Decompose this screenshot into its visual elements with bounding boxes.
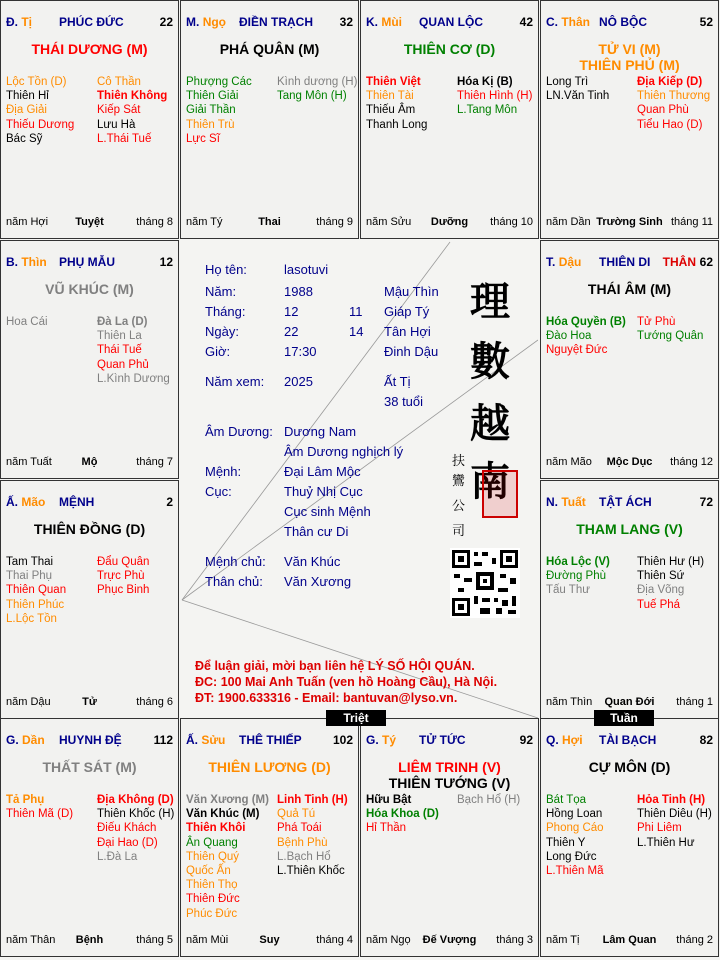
palace-mui — [360, 0, 539, 239]
star-item: Đại Hao (D) — [97, 836, 158, 849]
value-hour: 17:30 — [284, 344, 317, 359]
star-item: Tuế Phá — [637, 598, 681, 611]
main-star-label: THIÊN CƠ (D) — [403, 41, 496, 57]
star-item: Hữu Bật — [366, 794, 412, 806]
star-item: Thiên Hư (H) — [637, 556, 705, 568]
palace-header — [1, 1, 178, 29]
label-day: Ngày: — [205, 324, 239, 339]
main-star — [541, 281, 718, 297]
palace-header — [1, 481, 178, 509]
palace-number: 12 — [159, 255, 173, 269]
star-item: Thiên Khôi — [186, 822, 246, 835]
calligraphy-char: 理 — [470, 278, 510, 325]
star-item: Hóa Lộc (V) — [546, 556, 610, 568]
star-item: Thiên Quý — [186, 850, 240, 863]
palace-branch: M. Ngọ — [186, 15, 227, 29]
palace-branch: Ấ. Mão — [6, 495, 46, 509]
value-view-year: 2025 — [284, 374, 313, 389]
palace-month: tháng 6 — [136, 696, 173, 708]
star-item: Địa Kiếp (D) — [637, 76, 703, 88]
seal-text-char: 扶 — [452, 454, 466, 469]
palace-stage: Mộ — [81, 456, 98, 468]
star-list-left — [6, 75, 94, 146]
star-item: Bát Tọa — [546, 794, 587, 806]
star-item: Kình dương (H) — [277, 76, 358, 88]
palace-branch: C. Thân — [546, 15, 591, 29]
value-than-cu: Thân cư Di — [284, 524, 349, 539]
palace-stage: Đế Vượng — [422, 934, 477, 946]
star-list-left — [366, 75, 454, 132]
star-item: L.Bạch Hổ — [277, 850, 331, 863]
star-item: Địa Không (D) — [97, 794, 174, 806]
palace-number: 102 — [332, 733, 353, 747]
palace-year: năm Dần — [546, 216, 591, 228]
palace-month: tháng 2 — [676, 934, 713, 946]
palace-footer — [1, 456, 178, 470]
palace-branch: G. Dần — [6, 733, 45, 747]
palace-footer — [361, 216, 538, 230]
star-list-left — [546, 75, 634, 103]
star-item: Quả Tú — [277, 808, 316, 821]
value-menh-chu: Văn Khúc — [284, 554, 341, 569]
star-item: Bệnh Phù — [277, 836, 328, 849]
palace-stage: Tử — [82, 696, 97, 708]
star-item: Phong Cáo — [546, 822, 604, 835]
value-year-canchi: Mậu Thìn — [384, 284, 439, 299]
palace-than — [540, 0, 719, 239]
star-item: Thiên Giải — [186, 90, 239, 103]
contact-line-3: ĐT: 1900.633316 - Email: bantuvan@lyso.vn. — [195, 691, 458, 705]
palace-branch: Đ. Tị — [6, 15, 33, 29]
star-item: Thiên Việt — [366, 76, 421, 88]
palace-month: tháng 11 — [670, 216, 713, 228]
palace-footer — [541, 696, 718, 710]
palace-year: năm Mão — [546, 456, 592, 468]
star-item: Cô Thần — [97, 76, 141, 88]
palace-year: năm Tị — [546, 934, 580, 946]
tuan-marker: Tuần — [594, 710, 654, 726]
star-list-left — [186, 793, 274, 921]
palace-name: HUYNH ĐỆ — [59, 733, 122, 747]
star-item: Đẩu Quân — [97, 556, 150, 568]
palace-name: PHỤ MẪU — [59, 255, 115, 269]
palace-stage: Quan Đới — [604, 696, 655, 708]
star-item: Điếu Khách — [97, 822, 157, 835]
value-month-lunar: 11 — [349, 304, 363, 319]
palace-name: TÀI BẠCH — [599, 733, 657, 747]
star-item: Hóa Quyền (B) — [546, 316, 626, 328]
star-item: Phá Toái — [277, 822, 322, 835]
main-star-label: VŨ KHÚC (M) — [45, 281, 134, 297]
star-list-right — [637, 555, 719, 612]
label-than-chu: Thân chủ: — [205, 574, 263, 589]
star-item: Tam Thai — [6, 556, 54, 568]
palace-header — [541, 481, 718, 509]
star-item: Phục Binh — [97, 584, 150, 597]
label-cuc: Cục: — [205, 484, 232, 499]
star-item: Quốc Ấn — [186, 865, 231, 878]
main-star — [181, 41, 358, 57]
palace-header — [1, 241, 178, 269]
star-item: Thái Tuế — [97, 344, 142, 357]
palace-ngo — [180, 0, 359, 239]
star-item: Thiên Diêu (H) — [637, 808, 712, 821]
star-item: Đào Hoa — [546, 330, 592, 343]
palace-year: năm Sửu — [366, 216, 412, 228]
star-item: Thiên Hình (H) — [457, 90, 533, 103]
star-item: L.Lộc Tồn — [6, 612, 57, 625]
star-item: L.Tang Môn — [457, 104, 518, 117]
star-item: Đà La (D) — [97, 316, 148, 328]
star-list-right — [637, 793, 719, 850]
main-star — [361, 41, 538, 57]
main-star-label: PHÁ QUÂN (M) — [219, 41, 320, 57]
star-item: Nguyệt Đức — [546, 344, 608, 357]
palace-header — [181, 1, 358, 29]
palace-thin — [0, 240, 179, 479]
palace-name: TẬT ÁCH — [599, 495, 652, 509]
label-menh: Mệnh: — [205, 464, 242, 479]
seal-text-char: 公 — [452, 499, 466, 514]
star-item: Bạch Hổ (H) — [457, 794, 521, 806]
star-item: Thai Phụ — [6, 570, 53, 583]
star-item: Kiếp Sát — [97, 104, 141, 117]
star-item: Hồng Loan — [546, 808, 603, 821]
star-list-right — [97, 555, 179, 598]
label-year: Năm: — [205, 284, 237, 299]
main-star-label: TỬ VI (M) — [598, 41, 661, 57]
star-item: Thiếu Dương — [6, 118, 75, 131]
star-item: L.Đà La — [97, 850, 138, 863]
palace-month: tháng 10 — [490, 216, 533, 228]
star-item: Thiên Sứ — [637, 570, 685, 583]
main-star — [361, 759, 538, 791]
main-star — [1, 281, 178, 297]
palace-footer — [181, 934, 358, 948]
star-item: Phúc Đức — [186, 907, 238, 920]
star-item: Thiên Thương — [637, 90, 711, 103]
palace-ty — [360, 718, 539, 957]
palace-number: 22 — [159, 15, 173, 29]
star-item: Thiếu Âm — [366, 104, 416, 117]
value-year: 1988 — [284, 284, 313, 299]
star-item: Lưu Hà — [97, 118, 136, 131]
calligraphy-char: 南 — [470, 458, 510, 505]
star-item: LN.Văn Tinh — [546, 90, 610, 103]
star-item: Hoa Cái — [6, 316, 48, 328]
contact-line-1: Để luận giải, mời bạn liên hệ LÝ SỐ HỘI QUÁN. — [195, 659, 475, 673]
star-item: Thiên Đức — [186, 893, 240, 906]
star-list-right — [637, 75, 719, 132]
palace-number: 92 — [519, 733, 533, 747]
star-item: L.Thiên Mã — [546, 865, 604, 878]
main-star — [1, 41, 178, 57]
label-month: Tháng: — [205, 304, 246, 319]
main-star — [541, 521, 718, 537]
star-item: L.Kình Dương — [97, 372, 170, 385]
palace-dan — [0, 718, 179, 957]
main-star-label: LIÊM TRINH (V) — [398, 759, 501, 775]
main-star-label: THIÊN PHỦ (M) — [579, 57, 680, 73]
palace-number: 112 — [153, 733, 173, 747]
value-cuc-2: Cục sinh Mệnh — [284, 504, 371, 519]
palace-month: tháng 9 — [316, 216, 353, 228]
star-item: Thiên Tài — [366, 90, 414, 103]
seal-text-char: 鸞 — [452, 474, 466, 489]
palace-stage: Mộc Dục — [606, 456, 653, 468]
star-item: Đường Phù — [546, 570, 606, 583]
seal-stamp — [482, 470, 518, 518]
value-age: 38 tuổi — [384, 394, 424, 409]
palace-hoi — [540, 718, 719, 957]
palace-stage: Dưỡng — [430, 216, 469, 228]
seal-text-char: 司 — [452, 524, 466, 539]
star-item: Địa Võng — [637, 584, 685, 597]
palace-name: NÔ BỘC — [599, 15, 647, 29]
palace-footer — [1, 696, 178, 710]
palace-name: THÊ THIẾP — [239, 733, 302, 747]
star-item: Văn Khúc (M) — [186, 808, 260, 821]
palace-branch: B. Thìn — [6, 255, 47, 269]
star-list-left — [366, 793, 454, 836]
palace-mao — [0, 480, 179, 719]
star-item: Thiên Mã (D) — [6, 808, 74, 821]
star-item: Trực Phù — [97, 570, 145, 583]
palace-year: năm Ngọ — [366, 934, 411, 946]
star-item: Lực Sĩ — [186, 132, 220, 145]
value-month: 12 — [284, 304, 299, 319]
triet-marker: Triệt — [326, 710, 386, 726]
star-item: Giải Thần — [186, 104, 236, 117]
value-am-duong-2: Âm Dương nghịch lý — [284, 444, 404, 459]
star-list-left — [6, 315, 94, 329]
palace-branch: G. Tý — [366, 733, 397, 747]
main-star — [181, 759, 358, 775]
palace-suu — [180, 718, 359, 957]
value-cuc-1: Thuỷ Nhị Cục — [284, 484, 363, 499]
label-hour: Giờ: — [205, 344, 231, 359]
star-list-right — [97, 315, 179, 386]
star-list-right — [277, 793, 359, 878]
star-list-left — [6, 793, 94, 821]
main-star-label: THÁI ÂM (M) — [587, 281, 672, 297]
palace-header — [361, 1, 538, 29]
star-list-right — [97, 75, 179, 146]
star-item: Thiên Không — [97, 90, 168, 103]
main-star-label: THAM LANG (V) — [576, 521, 683, 537]
palace-stage: Suy — [259, 934, 280, 946]
palace-year: năm Mùi — [186, 934, 229, 946]
palace-year: năm Thìn — [546, 696, 593, 708]
palace-name: TỬ TỨC — [419, 733, 466, 747]
star-item: L.Thái Tuế — [97, 132, 152, 145]
palace-name: MỆNH — [59, 495, 95, 509]
palace-year: năm Tuất — [6, 456, 52, 468]
star-list-left — [6, 555, 94, 626]
palace-stage: Bệnh — [75, 934, 104, 946]
star-item: Tấu Thư — [546, 584, 590, 597]
star-list-right — [457, 793, 539, 807]
star-item: Thiên Hỉ — [6, 90, 49, 103]
palace-footer — [181, 216, 358, 230]
palace-month: tháng 3 — [496, 934, 533, 946]
value-day: 22 — [284, 324, 299, 339]
star-item: Thiên Y — [546, 836, 586, 849]
star-item: Linh Tinh (H) — [277, 794, 348, 806]
star-item: Thiên Khốc (H) — [97, 808, 175, 821]
palace-year: năm Hợi — [6, 216, 49, 228]
palace-month: tháng 8 — [136, 216, 173, 228]
main-star-label: THÁI DƯƠNG (M) — [31, 41, 148, 57]
star-list-left — [186, 75, 274, 146]
palace-name: QUAN LỘC — [419, 15, 483, 29]
value-am-duong-1: Dương Nam — [284, 424, 357, 439]
palace-month: tháng 12 — [670, 456, 713, 468]
star-item: Tang Môn (H) — [277, 90, 347, 103]
palace-branch: Ấ. Sửu — [186, 733, 226, 747]
palace-stage: Trường Sinh — [596, 216, 663, 228]
palace-branch: Q. Hợi — [546, 733, 583, 747]
main-star — [1, 521, 178, 537]
star-item: Thiên Quan — [6, 584, 67, 597]
star-list-left — [546, 315, 634, 358]
star-item: Phượng Các — [186, 76, 252, 88]
palace-year: năm Thân — [6, 934, 56, 946]
label-name: Họ tên: — [205, 262, 247, 277]
palace-number: 52 — [699, 15, 713, 29]
calligraphy-char: 數 — [470, 338, 510, 385]
qr-code-icon — [450, 548, 520, 618]
star-item: Tả Phụ — [6, 794, 45, 806]
palace-footer — [541, 456, 718, 470]
label-am-duong: Âm Dương: — [205, 424, 273, 439]
star-item: L.Thiên Hư — [637, 836, 695, 849]
palace-month: tháng 1 — [676, 696, 713, 708]
contact-line-2: ĐC: 100 Mai Anh Tuấn (ven hồ Hoàng Cầu), Hà Nội. — [195, 675, 498, 689]
star-list-right — [457, 75, 539, 118]
main-star-label: THIÊN LƯƠNG (D) — [208, 759, 331, 775]
palace-number: 62 — [699, 255, 713, 269]
star-item: Tiểu Hao (D) — [637, 118, 703, 131]
star-list-left — [546, 793, 634, 878]
main-star-label: THIÊN ĐỒNG (D) — [33, 521, 146, 537]
star-item: Phi Liêm — [637, 822, 682, 835]
palace-branch: K. Mùi — [366, 15, 403, 29]
palace-number: 42 — [519, 15, 533, 29]
star-item: Hóa Kị (B) — [457, 76, 513, 88]
main-star-label: THIÊN TƯỚNG (V) — [388, 775, 511, 791]
star-item: Quan Phủ — [97, 358, 149, 371]
palace-number: 2 — [166, 495, 173, 509]
palace-year: năm Dậu — [6, 696, 51, 708]
palace-header — [541, 1, 718, 29]
star-item: Lộc Tồn (D) — [6, 76, 67, 88]
main-star — [541, 759, 718, 775]
star-list-left — [546, 555, 634, 598]
star-list-right — [97, 793, 179, 864]
palace-extra-label: THÂN — [662, 255, 696, 269]
star-item: Thiên Phúc — [6, 598, 65, 611]
star-item: Thiên Thọ — [186, 879, 238, 892]
star-item: Thiên La — [97, 330, 142, 343]
star-list-right — [637, 315, 719, 343]
palace-stage: Lâm Quan — [602, 934, 657, 946]
value-name: lasotuvi — [284, 262, 329, 277]
star-item: Thiên Trù — [186, 118, 235, 131]
palace-month: tháng 4 — [316, 934, 353, 946]
palace-branch: N. Tuất — [546, 495, 586, 509]
value-month-canchi: Giáp Tý — [384, 304, 430, 319]
star-item: Ân Quang — [186, 836, 238, 849]
palace-header — [1, 719, 178, 747]
star-item: Văn Xương (M) — [186, 794, 269, 806]
palace-footer — [361, 934, 538, 948]
palace-month: tháng 7 — [136, 456, 173, 468]
star-item: Hóa Khoa (D) — [366, 808, 439, 821]
main-star — [1, 759, 178, 775]
palace-footer — [1, 934, 178, 948]
label-view-year: Năm xem: — [205, 374, 265, 389]
palace-stage: Thai — [258, 216, 281, 228]
main-star-label: CỰ MÔN (D) — [588, 759, 671, 775]
value-day-canchi: Tân Hợi — [384, 324, 431, 339]
star-item: Long Trì — [546, 76, 589, 88]
palace-year: năm Tý — [186, 216, 223, 228]
label-menh-chu: Mệnh chủ: — [205, 554, 266, 569]
value-view-year-canchi: Ất Tị — [384, 374, 411, 389]
star-item: Bác Sỹ — [6, 132, 43, 145]
palace-name: PHÚC ĐỨC — [59, 15, 124, 29]
palace-header — [541, 241, 718, 269]
star-item: Hỉ Thần — [366, 822, 407, 835]
star-item: Tướng Quân — [637, 330, 704, 343]
value-than-chu: Văn Xương — [284, 574, 352, 589]
palace-footer — [541, 216, 718, 230]
value-hour-canchi: Đinh Dậu — [384, 344, 439, 359]
star-item: Tử Phù — [637, 316, 676, 328]
palace-name: THIÊN DI — [599, 255, 651, 269]
palace-number: 72 — [699, 495, 713, 509]
palace-dau — [540, 240, 719, 479]
value-day-lunar: 14 — [349, 324, 364, 339]
palace-branch: T. Dậu — [546, 255, 582, 269]
value-menh: Đại Lâm Mộc — [284, 464, 361, 479]
palace-number: 82 — [699, 733, 713, 747]
star-item: Long Đức — [546, 850, 597, 863]
star-list-right — [277, 75, 359, 103]
palace-footer — [1, 216, 178, 230]
main-star — [541, 41, 718, 73]
calligraphy-char: 越 — [470, 400, 510, 447]
star-item: Hỏa Tinh (H) — [637, 794, 706, 806]
star-item: Thanh Long — [366, 118, 428, 131]
palace-tuat — [540, 480, 719, 719]
palace-stage: Tuyệt — [75, 216, 104, 228]
palace-name: ĐIỀN TRẠCH — [239, 15, 313, 29]
palace-number: 32 — [339, 15, 353, 29]
star-item: L.Thiên Khốc — [277, 865, 345, 878]
star-item: Địa Giải — [6, 104, 47, 117]
palace-ti — [0, 0, 179, 239]
palace-header — [361, 719, 538, 747]
star-item: Quan Phù — [637, 104, 689, 117]
main-star-label: THẤT SÁT (M) — [42, 759, 137, 775]
palace-month: tháng 5 — [136, 934, 173, 946]
palace-footer — [541, 934, 718, 948]
